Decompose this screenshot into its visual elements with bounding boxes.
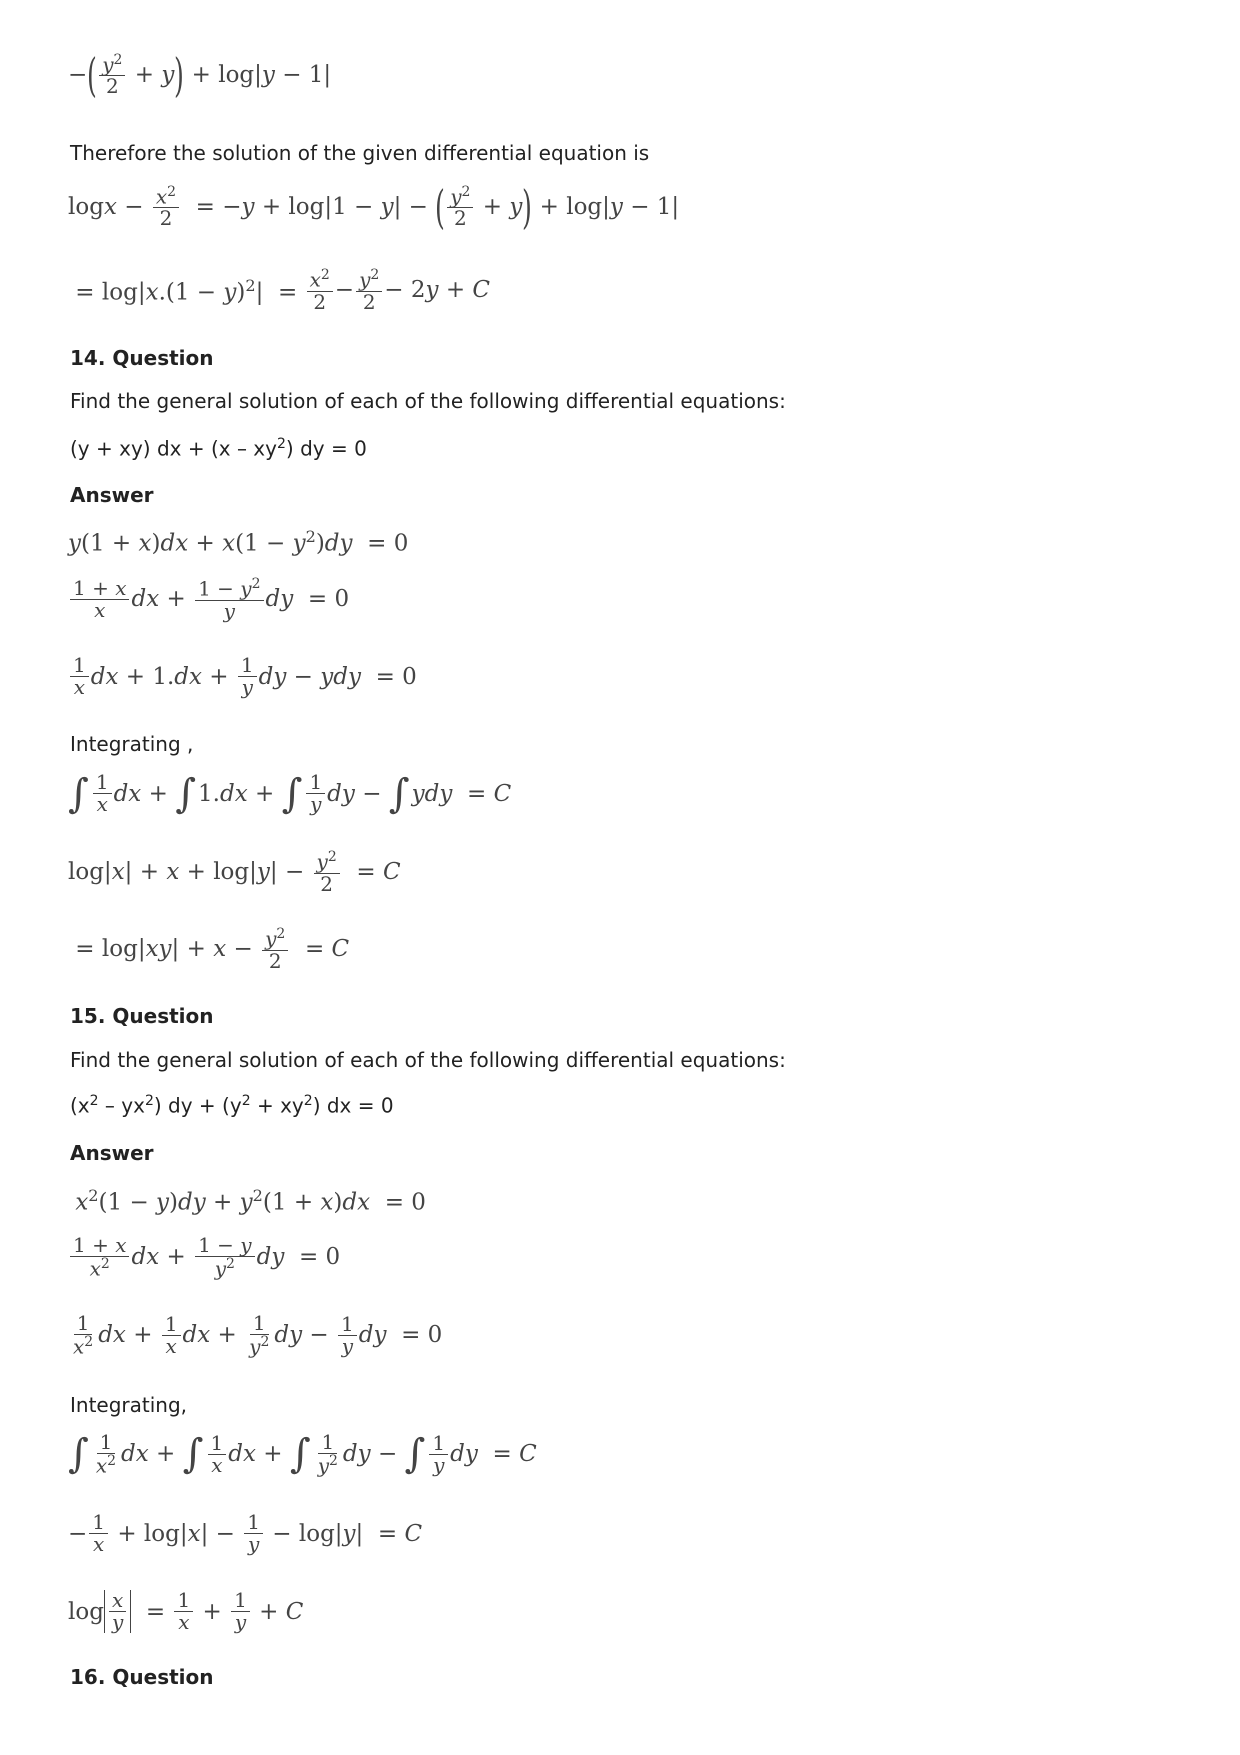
equation-continuation: − ( $y^2$ 2 + y ) + log|y − 1| [68,48,332,102]
question-16-heading: 16. Question [70,1665,214,1689]
q14-step-5: log|x| + x + log|y| − $\frac{y^2}{2}$ = C [68,849,401,896]
q15-integrating-text: Integrating, [70,1393,188,1417]
q14-step-3: 1 x dx + 1.dx + $\frac{1}{y}$ dy − ydy = 0 [68,655,417,698]
q15-step-3: 1 $x^2$ dx + $\frac{1}{x}$ dx + $\frac{1}{y^2}$ dy − $\frac{1}{y}$ dy = 0 [73,1311,443,1359]
q14-step-1: $y(1 + x)dx + x(1 - y^2)dy = 0$ [68,527,409,557]
question-14-heading: 14. Question [70,346,214,370]
question-15-heading: 15. Question [70,1004,214,1028]
question-15-equation: $(x^2 - yx^2)$ dy + $(y^2 + xy^2)$ dx = 0 [70,1093,394,1118]
q15-step-2: 1 + x $x^2$ dx + $\frac{1 - y}{y^2}$ dy = 0 [68,1235,340,1280]
q15-step-5: − $\frac{1}{x}$ + log|x| − $\frac{1}{y}$ − log|y| = C [68,1510,423,1556]
therefore-text: Therefore the solution of the given differential equation is [70,141,650,165]
question-15-prompt: Find the general solution of each of the following differential equations: [70,1048,786,1072]
equation-solution-simplified: = $\log|x.(1 - y)^2|$ = $\frac{x^2}{2}$ − $\frac{y^2}{2}$ − 2y + C [68,267,491,314]
q14-step-2: 1 + x x dx + $\frac{1 - y^2}{y}$ dy = 0 [68,577,349,622]
q15-step-6: log $\frac{x}{y}$ = $\frac{1}{x}$ + $\frac{1}{y}$ + C [68,1588,304,1634]
q14-step-4: ∫ 1 x dx + ∫ 1.dx + ∫ 1 y dy − ∫ ydy = C [68,770,512,817]
question-14-answer-label: Answer [70,483,154,507]
equation-solution: logx − $\frac{x^2}{2}$ = −y + log|1 − y| − ( $y^2$ 2 + y ) + log|y − 1| [68,180,680,234]
q15-step-1: $x^2(1 - y)dy + y^2(1 + x)dx = 0$ [75,1186,426,1216]
q14-integrating-text: Integrating , [70,732,194,756]
question-15-answer-label: Answer [70,1141,154,1165]
q15-step-4: ∫ 1 $x^2$ dx + ∫ 1 x dx + ∫ 1 $y^2$ dy − ∫ 1 y dy = C [68,1430,537,1478]
q14-step-6: = log|xy| + x − $\frac{y^2}{2}$ = C [68,926,350,973]
question-14-equation: (y + xy) dx + $(x - xy^2)$ dy = 0 [70,436,367,461]
question-14-prompt: Find the general solution of each of the following differential equations: [70,389,786,413]
